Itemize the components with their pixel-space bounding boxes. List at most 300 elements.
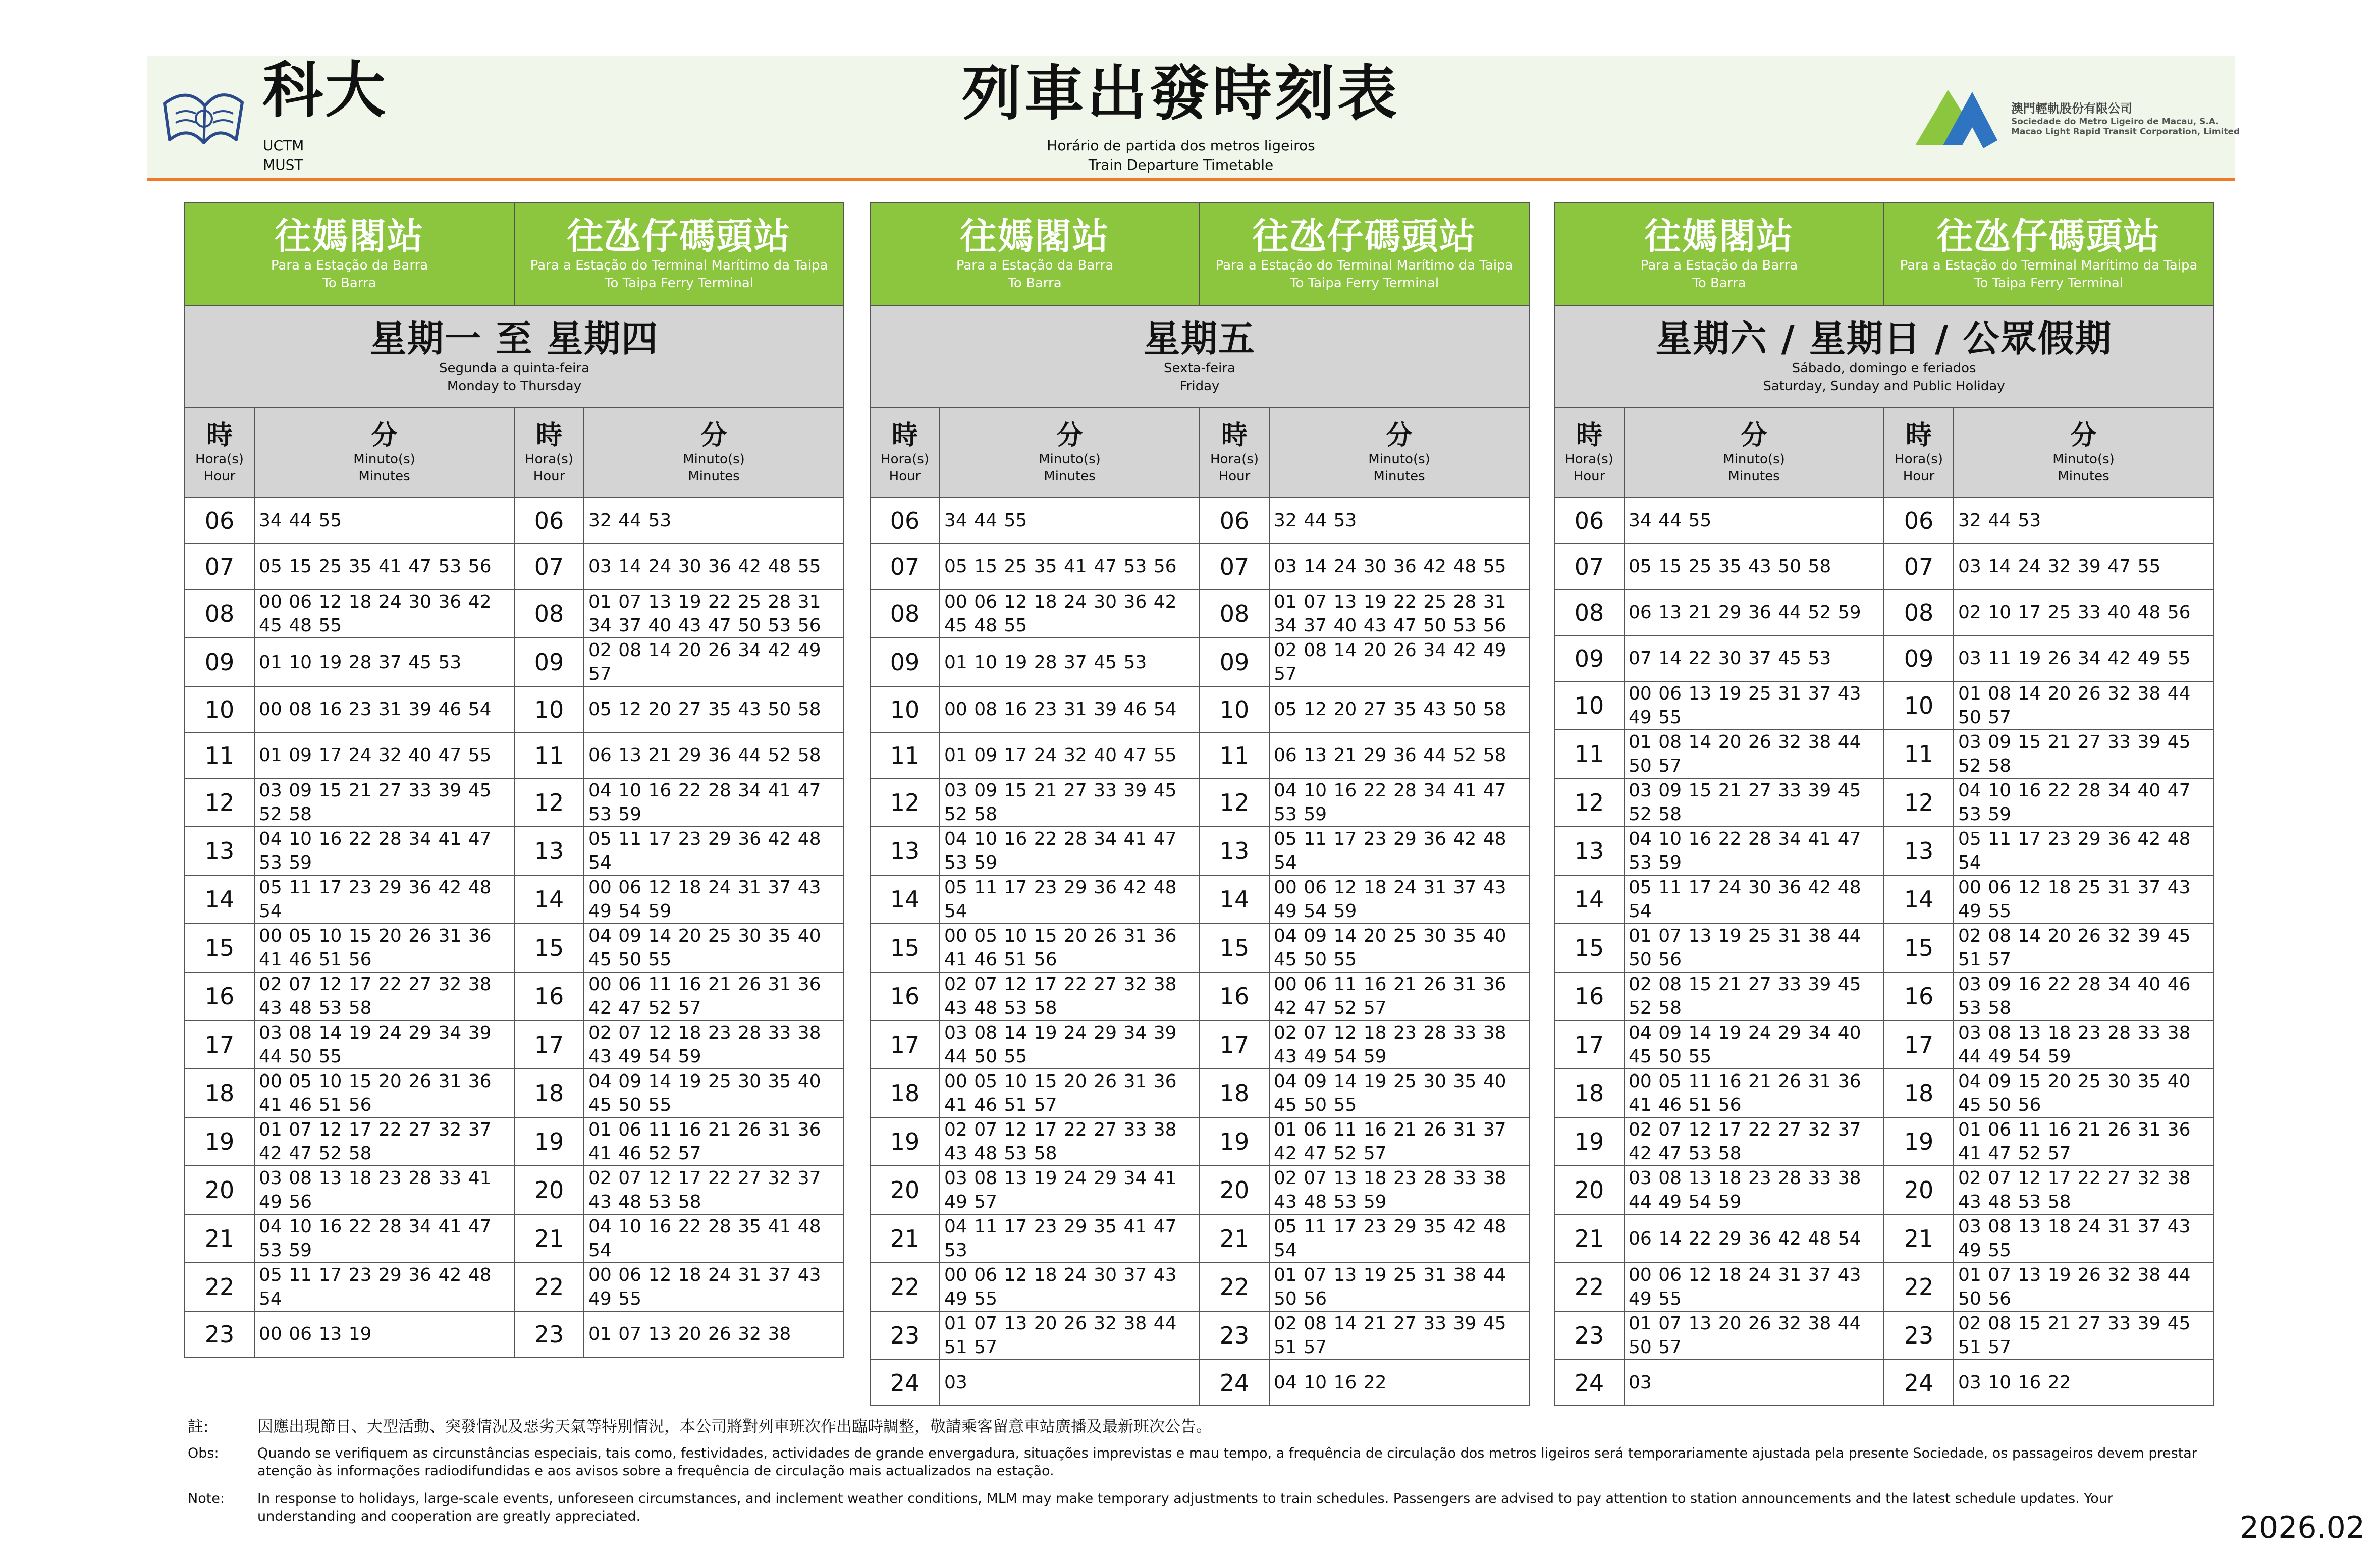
minutes-cell-barra: 01 09 17 24 32 40 47 55: [254, 732, 514, 778]
hour-cell-taipa: 13: [1200, 827, 1269, 875]
minutes-cell-taipa: 00 06 11 16 21 26 31 36 42 47 52 57: [584, 972, 844, 1020]
hour-header-en: Hour: [1903, 468, 1935, 484]
operator-name-en: Macao Light Rapid Transit Corporation, Limited: [2011, 127, 2240, 137]
direction-title-pt: Para a Estação da Barra: [271, 257, 428, 273]
hour-header-cn: 時: [1576, 420, 1602, 451]
hour-cell-taipa: 16: [1884, 972, 1954, 1020]
table-row: [870, 1069, 1529, 1117]
minute-header-en: Minutes: [688, 468, 740, 484]
day-header: [870, 306, 1529, 407]
minutes-cell-barra: 07 14 22 30 37 45 53: [1624, 635, 1884, 681]
column-header-row: [1554, 407, 2213, 498]
hour-header-en: Hour: [1573, 468, 1605, 484]
minutes-cell-taipa: 05 11 17 23 29 36 42 48 54: [584, 827, 844, 875]
table-row: [870, 1311, 1529, 1360]
hour-header-pt: Hora(s): [195, 451, 244, 467]
minute-header-cn: 分: [1056, 420, 1083, 451]
table-row: [1554, 681, 2213, 730]
hour-cell-taipa: 21: [514, 1214, 584, 1263]
hour-cell-barra: 19: [185, 1117, 254, 1166]
minutes-cell-barra: 05 11 17 24 30 36 42 48 54: [1624, 875, 1884, 924]
hour-cell-taipa: 24: [1884, 1360, 1954, 1406]
direction-title-cn: 往氹仔碼頭站: [567, 215, 791, 258]
table-row: [185, 1166, 844, 1214]
minutes-cell-taipa: 02 08 14 20 26 32 39 45 51 57: [1954, 924, 2213, 972]
hour-cell-barra: 18: [1554, 1069, 1624, 1117]
direction-title-cn: 往媽閣站: [1644, 215, 1794, 258]
day-header-row: [870, 306, 1529, 407]
hour-cell-barra: 19: [870, 1117, 940, 1166]
table-row: [185, 1069, 844, 1117]
hour-cell-taipa: 14: [1884, 875, 1954, 924]
university-logo-icon: [160, 83, 246, 154]
minutes-cell-taipa: 01 07 13 19 25 31 38 44 50 56: [1269, 1263, 1529, 1311]
hour-cell-taipa: 08: [1884, 589, 1954, 635]
note-label-cn: 註:: [188, 1418, 209, 1436]
hour-cell-taipa: 11: [1200, 732, 1269, 778]
table-row: [185, 778, 844, 827]
minutes-cell-taipa: 04 09 14 20 25 30 35 40 45 50 55: [1269, 924, 1529, 972]
minutes-cell-barra: 03 08 13 18 23 28 33 41 49 56: [254, 1166, 514, 1214]
day-title-en: Monday to Thursday: [447, 378, 582, 394]
hour-header-cn: 時: [206, 420, 233, 451]
minute-header-cn: 分: [1386, 420, 1413, 451]
minutes-cell-barra: 00 05 10 15 20 26 31 36 41 46 51 56: [254, 1069, 514, 1117]
direction-title-cn: 往氹仔碼頭站: [1936, 215, 2161, 258]
minutes-cell-barra: 01 10 19 28 37 45 53: [254, 638, 514, 686]
hour-cell-barra: 24: [870, 1360, 940, 1406]
direction-title-pt: Para a Estação da Barra: [1640, 257, 1798, 273]
hour-cell-barra: 15: [185, 924, 254, 972]
minute-header-en: Minutes: [1373, 468, 1425, 484]
hour-header-en: Hour: [1218, 468, 1251, 484]
day-title-en: Friday: [1179, 378, 1220, 394]
table-row: [870, 924, 1529, 972]
hour-cell-taipa: 09: [1200, 638, 1269, 686]
hour-cell-barra: 10: [1554, 681, 1624, 730]
hour-cell-taipa: 09: [514, 638, 584, 686]
minutes-cell-taipa: 01 07 13 20 26 32 38: [584, 1311, 844, 1357]
hour-cell-taipa: 12: [1200, 778, 1269, 827]
hour-header-en: Hour: [533, 468, 565, 484]
minutes-cell-taipa: 32 44 53: [1954, 498, 2213, 544]
hour-cell-taipa: 11: [514, 732, 584, 778]
hour-cell-taipa: 19: [1200, 1117, 1269, 1166]
minutes-cell-barra: 03: [940, 1360, 1200, 1406]
hour-cell-barra: 09: [870, 638, 940, 686]
hour-cell-barra: 07: [870, 544, 940, 589]
hour-cell-taipa: 14: [514, 875, 584, 924]
minute-header-cn: 分: [2070, 420, 2097, 451]
minutes-cell-barra: 02 07 12 17 22 27 33 38 43 48 53 58: [940, 1117, 1200, 1166]
hour-cell-taipa: 15: [514, 924, 584, 972]
table-row: [185, 875, 844, 924]
hour-cell-barra: 09: [1554, 635, 1624, 681]
minutes-cell-barra: 04 10 16 22 28 34 41 47 53 59: [940, 827, 1200, 875]
day-title-pt: Sexta-feira: [1164, 360, 1235, 376]
hour-cell-taipa: 07: [1884, 544, 1954, 589]
minutes-cell-barra: 05 15 25 35 41 47 53 56: [254, 544, 514, 589]
hour-cell-barra: 24: [1554, 1360, 1624, 1406]
minutes-cell-barra: 05 11 17 23 29 36 42 48 54: [940, 875, 1200, 924]
minutes-cell-taipa: 06 13 21 29 36 44 52 58: [1269, 732, 1529, 778]
hour-cell-barra: 23: [870, 1311, 940, 1360]
table-row: [870, 686, 1529, 732]
minute-column-header: [1954, 407, 2213, 498]
minutes-cell-taipa: 03 11 19 26 34 42 49 55: [1954, 635, 2213, 681]
minute-header-cn: 分: [700, 420, 727, 451]
day-header: [1554, 306, 2213, 407]
timetable-2: [870, 202, 1530, 1406]
direction-title-pt: Para a Estação do Terminal Marítimo da Taipa: [1215, 257, 1513, 273]
minutes-cell-taipa: 02 08 15 21 27 33 39 45 51 57: [1954, 1311, 2213, 1360]
hour-cell-barra: 23: [1554, 1311, 1624, 1360]
minute-header-pt: Minuto(s): [1039, 451, 1101, 467]
hour-cell-taipa: 20: [1200, 1166, 1269, 1214]
direction-title-en: To Taipa Ferry Terminal: [1289, 275, 1439, 291]
table-row: [870, 1214, 1529, 1263]
day-title-cn: 星期六 / 星期日 / 公眾假期: [1655, 317, 2113, 360]
table-row: [185, 924, 844, 972]
minutes-cell-taipa: 03 10 16 22: [1954, 1360, 2213, 1406]
minutes-cell-taipa: 03 08 13 18 24 31 37 43 49 55: [1954, 1214, 2213, 1263]
hour-cell-barra: 22: [1554, 1263, 1624, 1311]
page-title: 列車出發時刻表: [961, 59, 1400, 128]
hour-cell-barra: 14: [870, 875, 940, 924]
hour-cell-barra: 07: [1554, 544, 1624, 589]
hour-cell-barra: 14: [1554, 875, 1624, 924]
hour-cell-barra: 07: [185, 544, 254, 589]
minutes-cell-barra: 03 09 15 21 27 33 39 45 52 58: [1624, 778, 1884, 827]
minutes-cell-barra: 04 10 16 22 28 34 41 47 53 59: [254, 827, 514, 875]
minutes-cell-taipa: 04 10 16 22 28 35 41 48 54: [584, 1214, 844, 1263]
minutes-cell-taipa: 03 14 24 32 39 47 55: [1954, 544, 2213, 589]
direction-title-en: To Taipa Ferry Terminal: [1974, 275, 2124, 291]
minutes-cell-taipa: 05 11 17 23 29 36 42 48 54: [1269, 827, 1529, 875]
hour-header-pt: Hora(s): [881, 451, 929, 467]
day-header: [185, 306, 844, 407]
table-row: [870, 1360, 1529, 1406]
note-label-en: Note:: [188, 1491, 225, 1507]
minutes-cell-taipa: 00 06 12 18 24 31 37 43 49 54 59: [1269, 875, 1529, 924]
note-text-en: In response to holidays, large-scale events, unforeseen circumstances, and inclement weather conditions, MLM may make temporary adjustments to train schedules. Passengers are advised to pay attention to station announcements and the latest schedule updates. Your understanding and cooperation are greatly appreciated.: [257, 1491, 2114, 1524]
hour-cell-barra: 17: [1554, 1020, 1624, 1069]
day-title-pt: Segunda a quinta-feira: [439, 360, 590, 376]
minutes-cell-barra: 00 08 16 23 31 39 46 54: [254, 686, 514, 732]
hour-cell-taipa: 10: [1200, 686, 1269, 732]
hour-cell-taipa: 08: [514, 589, 584, 638]
hour-cell-taipa: 22: [1200, 1263, 1269, 1311]
table-row: [870, 1020, 1529, 1069]
direction-title-cn: 往媽閣站: [960, 215, 1110, 258]
minutes-cell-barra: 00 06 12 18 24 30 36 42 45 48 55: [254, 589, 514, 638]
table-row: [870, 589, 1529, 638]
minutes-cell-barra: 03 08 13 19 24 29 34 41 49 57: [940, 1166, 1200, 1214]
direction-header-barra: [185, 202, 514, 306]
hour-cell-barra: 17: [185, 1020, 254, 1069]
hour-cell-taipa: 07: [514, 544, 584, 589]
hour-cell-barra: 09: [185, 638, 254, 686]
direction-title-pt: Para a Estação do Terminal Marítimo da Taipa: [1900, 257, 2198, 273]
table-row: [1554, 924, 2213, 972]
minutes-cell-barra: 00 06 13 19: [254, 1311, 514, 1357]
header-divider: [147, 178, 2235, 181]
table-row: [1554, 875, 2213, 924]
column-header-row: [870, 407, 1529, 498]
hour-cell-barra: 12: [1554, 778, 1624, 827]
direction-header-row: [870, 202, 1529, 306]
hour-cell-barra: 21: [870, 1214, 940, 1263]
hour-column-header: [870, 407, 940, 498]
minutes-cell-barra: 00 05 10 15 20 26 31 36 41 46 51 56: [254, 924, 514, 972]
minutes-cell-barra: 04 11 17 23 29 35 41 47 53: [940, 1214, 1200, 1263]
hour-cell-taipa: 18: [1200, 1069, 1269, 1117]
minutes-cell-barra: 03 09 15 21 27 33 39 45 52 58: [940, 778, 1200, 827]
hour-cell-taipa: 19: [514, 1117, 584, 1166]
hour-header-pt: Hora(s): [1565, 451, 1613, 467]
minutes-cell-barra: 00 06 12 18 24 30 37 43 49 55: [940, 1263, 1200, 1311]
minutes-cell-taipa: 03 14 24 30 36 42 48 55: [1269, 544, 1529, 589]
minutes-cell-taipa: 32 44 53: [584, 498, 844, 544]
minutes-cell-barra: 01 07 13 20 26 32 38 44 51 57: [940, 1311, 1200, 1360]
minutes-cell-taipa: 04 10 16 22 28 34 41 47 53 59: [584, 778, 844, 827]
direction-title-pt: Para a Estação do Terminal Marítimo da Taipa: [530, 257, 828, 273]
hour-cell-barra: 10: [870, 686, 940, 732]
minutes-cell-barra: 34 44 55: [940, 498, 1200, 544]
table-row: [1554, 544, 2213, 589]
hour-cell-taipa: 17: [514, 1020, 584, 1069]
table-row: [185, 827, 844, 875]
table-row: [1554, 1020, 2213, 1069]
hour-cell-barra: 12: [185, 778, 254, 827]
hour-cell-taipa: 10: [514, 686, 584, 732]
table-row: [1554, 1263, 2213, 1311]
minutes-cell-barra: 02 07 12 17 22 27 32 38 43 48 53 58: [254, 972, 514, 1020]
hour-cell-taipa: 07: [1200, 544, 1269, 589]
minutes-cell-taipa: 01 06 11 16 21 26 31 37 42 47 52 57: [1269, 1117, 1529, 1166]
hour-cell-barra: 10: [185, 686, 254, 732]
direction-title-cn: 往媽閣站: [275, 215, 424, 258]
table-row: [1554, 635, 2213, 681]
hour-cell-taipa: 20: [514, 1166, 584, 1214]
minutes-cell-taipa: 01 07 13 19 22 25 28 31 34 37 40 43 47 50 53 56: [1269, 589, 1529, 638]
minute-column-header: [1624, 407, 1884, 498]
hour-cell-barra: 11: [1554, 730, 1624, 778]
hour-cell-taipa: 16: [1200, 972, 1269, 1020]
direction-header-taipa: [1884, 202, 2213, 306]
minutes-cell-taipa: 02 07 13 18 23 28 33 38 43 48 53 59: [1269, 1166, 1529, 1214]
hour-cell-barra: 12: [870, 778, 940, 827]
minutes-cell-taipa: 32 44 53: [1269, 498, 1529, 544]
direction-title-pt: Para a Estação da Barra: [956, 257, 1114, 273]
direction-title-en: To Barra: [1008, 275, 1062, 291]
hour-cell-barra: 14: [185, 875, 254, 924]
minutes-cell-taipa: 05 11 17 23 29 36 42 48 54: [1954, 827, 2213, 875]
operator-name-pt: Sociedade do Metro Ligeiro de Macau, S.A.: [2011, 117, 2219, 127]
minutes-cell-barra: 02 07 12 17 22 27 32 37 42 47 53 58: [1624, 1117, 1884, 1166]
timetable-3: [1554, 202, 2214, 1406]
hour-cell-barra: 15: [870, 924, 940, 972]
table-row: [870, 875, 1529, 924]
timetable-1: [184, 202, 844, 1358]
hour-cell-taipa: 08: [1200, 589, 1269, 638]
minutes-cell-taipa: 04 10 16 22 28 34 41 47 53 59: [1269, 778, 1529, 827]
hour-cell-barra: 06: [870, 498, 940, 544]
table-row: [870, 778, 1529, 827]
minutes-cell-barra: 03 08 14 19 24 29 34 39 44 50 55: [940, 1020, 1200, 1069]
hour-cell-barra: 08: [1554, 589, 1624, 635]
hour-cell-taipa: 12: [1884, 778, 1954, 827]
hour-cell-taipa: 23: [1884, 1311, 1954, 1360]
hour-cell-barra: 20: [185, 1166, 254, 1214]
hour-cell-taipa: 14: [1200, 875, 1269, 924]
table-row: [185, 498, 844, 544]
hour-cell-taipa: 19: [1884, 1117, 1954, 1166]
minute-column-header: [940, 407, 1200, 498]
hour-cell-taipa: 15: [1884, 924, 1954, 972]
mlm-logo-icon: [1913, 81, 1998, 149]
direction-header-taipa: [1200, 202, 1529, 306]
minutes-cell-barra: 03: [1624, 1360, 1884, 1406]
table-row: [870, 732, 1529, 778]
minutes-cell-taipa: 04 09 14 20 25 30 35 40 45 50 55: [584, 924, 844, 972]
hour-cell-taipa: 13: [1884, 827, 1954, 875]
hour-cell-barra: 19: [1554, 1117, 1624, 1166]
university-abbr-uctm: UCTM: [263, 137, 304, 154]
hour-cell-barra: 13: [185, 827, 254, 875]
minutes-cell-barra: 06 13 21 29 36 44 52 59: [1624, 589, 1884, 635]
table-row: [870, 972, 1529, 1020]
page-title-en: Train Departure Timetable: [1088, 156, 1274, 173]
hour-header-cn: 時: [891, 420, 918, 451]
minutes-cell-barra: 02 07 12 17 22 27 32 38 43 48 53 58: [940, 972, 1200, 1020]
minute-header-cn: 分: [371, 420, 398, 451]
table-row: [1554, 498, 2213, 544]
hour-cell-barra: 22: [870, 1263, 940, 1311]
day-title-pt: Sábado, domingo e feriados: [1792, 360, 1976, 376]
hour-cell-taipa: 12: [514, 778, 584, 827]
minutes-cell-taipa: 05 11 17 23 29 35 42 48 54: [1269, 1214, 1529, 1263]
minutes-cell-taipa: 04 09 14 19 25 30 35 40 45 50 55: [1269, 1069, 1529, 1117]
hour-header-pt: Hora(s): [1895, 451, 1943, 467]
hour-header-cn: 時: [536, 420, 563, 451]
hour-cell-taipa: 23: [514, 1311, 584, 1357]
hour-cell-taipa: 10: [1884, 681, 1954, 730]
minute-header-pt: Minuto(s): [683, 451, 745, 467]
hour-cell-barra: 16: [1554, 972, 1624, 1020]
hour-cell-taipa: 23: [1200, 1311, 1269, 1360]
hour-cell-barra: 21: [185, 1214, 254, 1263]
minutes-cell-taipa: 00 06 11 16 21 26 31 36 42 47 52 57: [1269, 972, 1529, 1020]
minutes-cell-taipa: 02 08 14 20 26 34 42 49 57: [1269, 638, 1529, 686]
minutes-cell-barra: 01 07 13 19 25 31 38 44 50 56: [1624, 924, 1884, 972]
table-row: [1554, 972, 2213, 1020]
minutes-cell-barra: 00 05 11 16 21 26 31 36 41 46 51 56: [1624, 1069, 1884, 1117]
column-header-row: [185, 407, 844, 498]
note-label-pt: Obs:: [188, 1445, 219, 1461]
table-row: [1554, 1311, 2213, 1360]
hour-cell-barra: 23: [185, 1311, 254, 1357]
minute-header-en: Minutes: [2058, 468, 2109, 484]
table-row: [870, 1263, 1529, 1311]
minute-column-header: [1269, 407, 1529, 498]
minutes-cell-taipa: 04 10 16 22 28 34 40 47 53 59: [1954, 778, 2213, 827]
minute-header-en: Minutes: [1728, 468, 1780, 484]
table-row: [185, 1020, 844, 1069]
minutes-cell-taipa: 02 07 12 18 23 28 33 38 43 49 54 59: [584, 1020, 844, 1069]
table-row: [1554, 778, 2213, 827]
hour-cell-barra: 15: [1554, 924, 1624, 972]
hour-cell-barra: 21: [1554, 1214, 1624, 1263]
minutes-cell-taipa: 03 08 13 18 23 28 33 38 44 49 54 59: [1954, 1020, 2213, 1069]
table-row: [185, 972, 844, 1020]
hour-cell-taipa: 20: [1884, 1166, 1954, 1214]
hour-cell-taipa: 17: [1884, 1020, 1954, 1069]
minutes-cell-taipa: 00 06 12 18 25 31 37 43 49 55: [1954, 875, 2213, 924]
table-row: [1554, 1069, 2213, 1117]
minutes-cell-taipa: 01 07 13 19 22 25 28 31 34 37 40 43 47 50 53 56: [584, 589, 844, 638]
hour-column-header: [1554, 407, 1624, 498]
day-title-cn: 星期一 至 星期四: [369, 317, 659, 360]
day-title-cn: 星期五: [1144, 317, 1256, 360]
minutes-cell-taipa: 05 12 20 27 35 43 50 58: [1269, 686, 1529, 732]
direction-header-barra: [870, 202, 1200, 306]
direction-title-cn: 往氹仔碼頭站: [1252, 215, 1477, 258]
table-row: [185, 589, 844, 638]
hour-cell-taipa: 06: [514, 498, 584, 544]
operator-name-cn: 澳門輕軌股份有限公司: [2011, 101, 2132, 116]
table-row: [1554, 1214, 2213, 1263]
minutes-cell-taipa: 01 07 13 19 26 32 38 44 50 56: [1954, 1263, 2213, 1311]
hour-cell-barra: 17: [870, 1020, 940, 1069]
minute-header-pt: Minuto(s): [1368, 451, 1430, 467]
hour-cell-taipa: 11: [1884, 730, 1954, 778]
hour-cell-taipa: 16: [514, 972, 584, 1020]
minutes-cell-barra: 00 08 16 23 31 39 46 54: [940, 686, 1200, 732]
hour-cell-taipa: 15: [1200, 924, 1269, 972]
minutes-cell-barra: 03 08 14 19 24 29 34 39 44 50 55: [254, 1020, 514, 1069]
minutes-cell-taipa: 03 09 15 21 27 33 39 45 52 58: [1954, 730, 2213, 778]
table-row: [185, 732, 844, 778]
day-header-row: [185, 306, 844, 407]
minutes-cell-taipa: 04 10 16 22: [1269, 1360, 1529, 1406]
minutes-cell-barra: 34 44 55: [1624, 498, 1884, 544]
minutes-cell-barra: 01 07 12 17 22 27 32 37 42 47 52 58: [254, 1117, 514, 1166]
direction-header-row: [1554, 202, 2213, 306]
minutes-cell-barra: 00 05 10 15 20 26 31 36 41 46 51 56: [940, 924, 1200, 972]
hour-cell-taipa: 18: [1884, 1069, 1954, 1117]
hour-column-header: [1884, 407, 1954, 498]
hour-column-header: [514, 407, 584, 498]
minutes-cell-barra: 05 11 17 23 29 36 42 48 54: [254, 875, 514, 924]
table-row: [870, 638, 1529, 686]
minute-header-en: Minutes: [1044, 468, 1096, 484]
minutes-cell-barra: 00 05 10 15 20 26 31 36 41 46 51 57: [940, 1069, 1200, 1117]
hour-column-header: [185, 407, 254, 498]
minute-header-en: Minutes: [358, 468, 410, 484]
edition-date: 2026.02: [2239, 1510, 2365, 1545]
hour-cell-barra: 16: [185, 972, 254, 1020]
table-row: [1554, 589, 2213, 635]
university-name-cn: 科大: [262, 56, 388, 126]
table-row: [1554, 1360, 2213, 1406]
table-row: [185, 686, 844, 732]
note-text-cn: 因應出現節日、大型活動、突發情況及惡劣天氣等特別情況，本公司將對列車班次作出臨時調整，敬請乘客留意車站廣播及最新班次公告。: [257, 1418, 1212, 1436]
hour-cell-taipa: 18: [514, 1069, 584, 1117]
direction-title-en: To Taipa Ferry Terminal: [604, 275, 754, 291]
table-row: [185, 1214, 844, 1263]
table-row: [870, 1117, 1529, 1166]
